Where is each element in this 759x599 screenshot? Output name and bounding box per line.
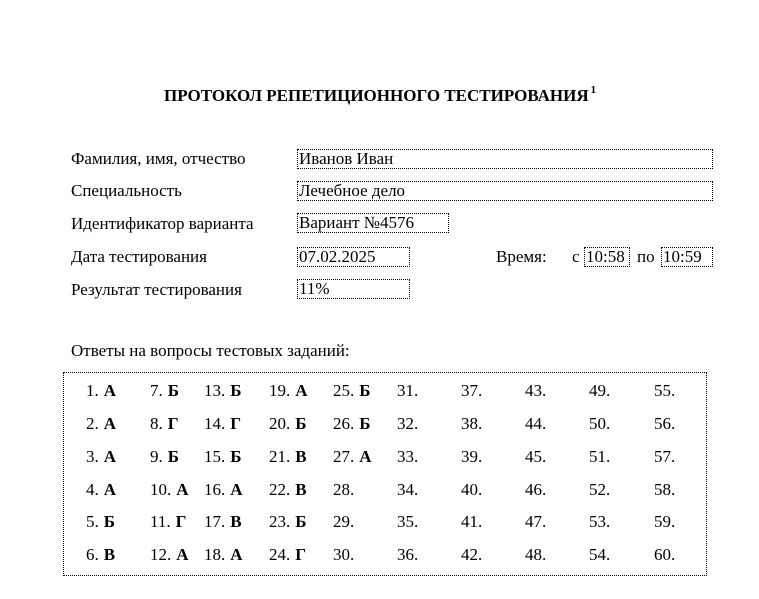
answer-item: [589, 414, 615, 434]
answer-number: 28.: [333, 480, 355, 499]
answer-item: [269, 381, 308, 401]
date-field: 07.02.2025: [297, 247, 410, 267]
answer-item: [654, 512, 680, 532]
fio-label: Фамилия, имя, отчество: [71, 149, 246, 168]
answer-item: [397, 447, 423, 467]
answer-item: [333, 447, 372, 467]
fio-field: Иванов Иван: [297, 149, 713, 169]
answer-letter: Б: [167, 381, 179, 400]
answer-number: 7.: [150, 381, 163, 400]
answer-number: 20.: [269, 414, 291, 433]
answer-item: [525, 381, 551, 401]
answer-item: [86, 381, 116, 401]
answers-caption: Ответы на вопросы тестовых заданий:: [71, 341, 350, 360]
answer-item: [589, 381, 615, 401]
answer-number: 33.: [397, 447, 419, 466]
answer-letter: Б: [103, 512, 115, 531]
answer-number: 60.: [654, 545, 676, 564]
time-from-label: с: [572, 247, 580, 266]
answer-item: [461, 512, 487, 532]
answer-item: [86, 480, 116, 500]
answer-item: [86, 512, 115, 532]
answer-item: [654, 381, 680, 401]
answer-number: 17.: [204, 512, 226, 531]
answer-number: 18.: [204, 545, 226, 564]
answer-item: [397, 545, 423, 565]
answer-item: [269, 447, 307, 467]
specialty-label: Специальность: [71, 181, 182, 200]
title-text: ПРОТОКОЛ РЕПЕТИЦИОННОГО ТЕСТИРОВАНИЯ: [164, 86, 589, 105]
time-label: Время:: [496, 247, 547, 266]
answer-letter: А: [295, 381, 308, 400]
answer-item: [150, 512, 186, 532]
answer-number: 15.: [204, 447, 226, 466]
answer-number: 16.: [204, 480, 226, 499]
answer-letter: Б: [230, 381, 242, 400]
answer-letter: Б: [359, 414, 371, 433]
answer-letter: А: [103, 414, 117, 433]
answer-letter: В: [295, 447, 307, 466]
answer-letter: А: [103, 381, 117, 400]
answer-letter: Б: [230, 447, 242, 466]
answer-item: [333, 480, 359, 500]
answer-item: [461, 545, 487, 565]
answer-item: [461, 447, 487, 467]
answer-number: 11.: [150, 512, 171, 531]
answer-item: [461, 414, 487, 434]
answer-item: [397, 414, 423, 434]
answer-item: [86, 414, 116, 434]
answer-item: [525, 447, 551, 467]
answer-number: 34.: [397, 480, 419, 499]
answer-item: [204, 381, 242, 401]
answer-number: 22.: [269, 480, 291, 499]
time-from-field: 10:58: [584, 247, 630, 267]
answer-item: [525, 512, 551, 532]
specialty-field: Лечебное дело: [297, 181, 713, 201]
answer-letter: В: [230, 512, 242, 531]
answer-number: 36.: [397, 545, 419, 564]
answer-item: [525, 545, 551, 565]
answer-number: 39.: [461, 447, 483, 466]
answer-letter: А: [176, 545, 189, 564]
answer-item: [269, 414, 307, 434]
answer-number: 32.: [397, 414, 419, 433]
answer-number: 23.: [269, 512, 291, 531]
answer-number: 49.: [589, 381, 611, 400]
answer-number: 47.: [525, 512, 547, 531]
answer-number: 3.: [86, 447, 99, 466]
answer-number: 52.: [589, 480, 611, 499]
answer-letter: Б: [359, 381, 371, 400]
answer-number: 59.: [654, 512, 676, 531]
answer-number: 50.: [589, 414, 611, 433]
time-to-label: по: [637, 247, 655, 266]
answer-number: 26.: [333, 414, 355, 433]
answer-item: [269, 480, 307, 500]
answer-item: [525, 480, 551, 500]
answer-number: 44.: [525, 414, 547, 433]
answer-item: [589, 480, 615, 500]
answer-item: [461, 480, 487, 500]
answer-letter: А: [230, 545, 243, 564]
answer-number: 10.: [150, 480, 172, 499]
answer-item: [150, 381, 179, 401]
answer-letter: В: [103, 545, 116, 564]
answer-item: [333, 381, 371, 401]
answer-item: [525, 414, 551, 434]
answer-item: [204, 480, 243, 500]
answer-letter: Б: [295, 512, 307, 531]
answer-number: 4.: [86, 480, 99, 499]
answer-item: [333, 545, 359, 565]
answer-number: 40.: [461, 480, 483, 499]
time-to-field: 10:59: [661, 247, 713, 267]
answer-number: 51.: [589, 447, 611, 466]
answer-item: [333, 414, 371, 434]
answer-item: [397, 480, 423, 500]
answer-number: 53.: [589, 512, 611, 531]
answer-number: 25.: [333, 381, 355, 400]
answer-number: 12.: [150, 545, 172, 564]
answer-number: 5.: [86, 512, 99, 531]
answer-item: [86, 545, 115, 565]
answer-letter: Г: [167, 414, 179, 433]
answer-letter: А: [359, 447, 372, 466]
date-label: Дата тестирования: [71, 247, 207, 266]
answer-number: 54.: [589, 545, 611, 564]
footnote-mark: 1: [590, 84, 597, 96]
answers-grid: [63, 372, 707, 576]
answer-item: [654, 414, 680, 434]
answer-item: [150, 414, 179, 434]
answer-number: 1.: [86, 381, 99, 400]
answer-number: 6.: [86, 545, 99, 564]
answer-item: [204, 545, 243, 565]
answer-number: 31.: [397, 381, 419, 400]
answer-number: 37.: [461, 381, 483, 400]
answer-item: [204, 512, 242, 532]
answer-number: 35.: [397, 512, 419, 531]
answer-letter: А: [176, 480, 189, 499]
answer-number: 24.: [269, 545, 291, 564]
answer-letter: А: [103, 447, 117, 466]
answer-item: [269, 545, 306, 565]
answer-number: 42.: [461, 545, 483, 564]
answer-item: [269, 512, 307, 532]
answer-number: 13.: [204, 381, 226, 400]
answer-number: 14.: [204, 414, 226, 433]
answer-number: 29.: [333, 512, 355, 531]
answer-number: 9.: [150, 447, 163, 466]
answer-item: [589, 545, 615, 565]
answer-number: 56.: [654, 414, 676, 433]
answer-letter: В: [295, 480, 307, 499]
answer-number: 58.: [654, 480, 676, 499]
answer-item: [204, 447, 242, 467]
answer-number: 41.: [461, 512, 483, 531]
answer-letter: Г: [175, 512, 187, 531]
answer-number: 46.: [525, 480, 547, 499]
variant-label: Идентификатор варианта: [71, 214, 254, 233]
answer-letter: Б: [167, 447, 179, 466]
answer-item: [150, 545, 189, 565]
answer-item: [397, 381, 423, 401]
answer-number: 57.: [654, 447, 676, 466]
answer-number: 38.: [461, 414, 483, 433]
answer-number: 27.: [333, 447, 355, 466]
answer-item: [654, 545, 680, 565]
answer-number: 43.: [525, 381, 547, 400]
answer-item: [654, 480, 680, 500]
answer-letter: Б: [295, 414, 307, 433]
page-title: [164, 86, 596, 106]
answer-item: [461, 381, 487, 401]
result-label: Результат тестирования: [71, 280, 242, 299]
answer-letter: А: [103, 480, 117, 499]
answer-number: 45.: [525, 447, 547, 466]
answer-item: [589, 512, 615, 532]
answer-number: 30.: [333, 545, 355, 564]
answer-item: [333, 512, 359, 532]
answer-number: 55.: [654, 381, 676, 400]
answer-number: 21.: [269, 447, 291, 466]
answer-letter: Г: [295, 545, 307, 564]
answer-item: [150, 480, 189, 500]
answer-number: 2.: [86, 414, 99, 433]
variant-field: Вариант №4576: [297, 213, 449, 233]
answer-number: 19.: [269, 381, 291, 400]
answer-item: [654, 447, 680, 467]
answer-letter: Г: [230, 414, 242, 433]
answer-item: [150, 447, 179, 467]
answer-item: [397, 512, 423, 532]
answer-item: [589, 447, 615, 467]
result-field: 11%: [297, 279, 410, 299]
answer-item: [204, 414, 241, 434]
answer-item: [86, 447, 116, 467]
answer-letter: А: [230, 480, 243, 499]
answer-number: 8.: [150, 414, 163, 433]
answer-number: 48.: [525, 545, 547, 564]
